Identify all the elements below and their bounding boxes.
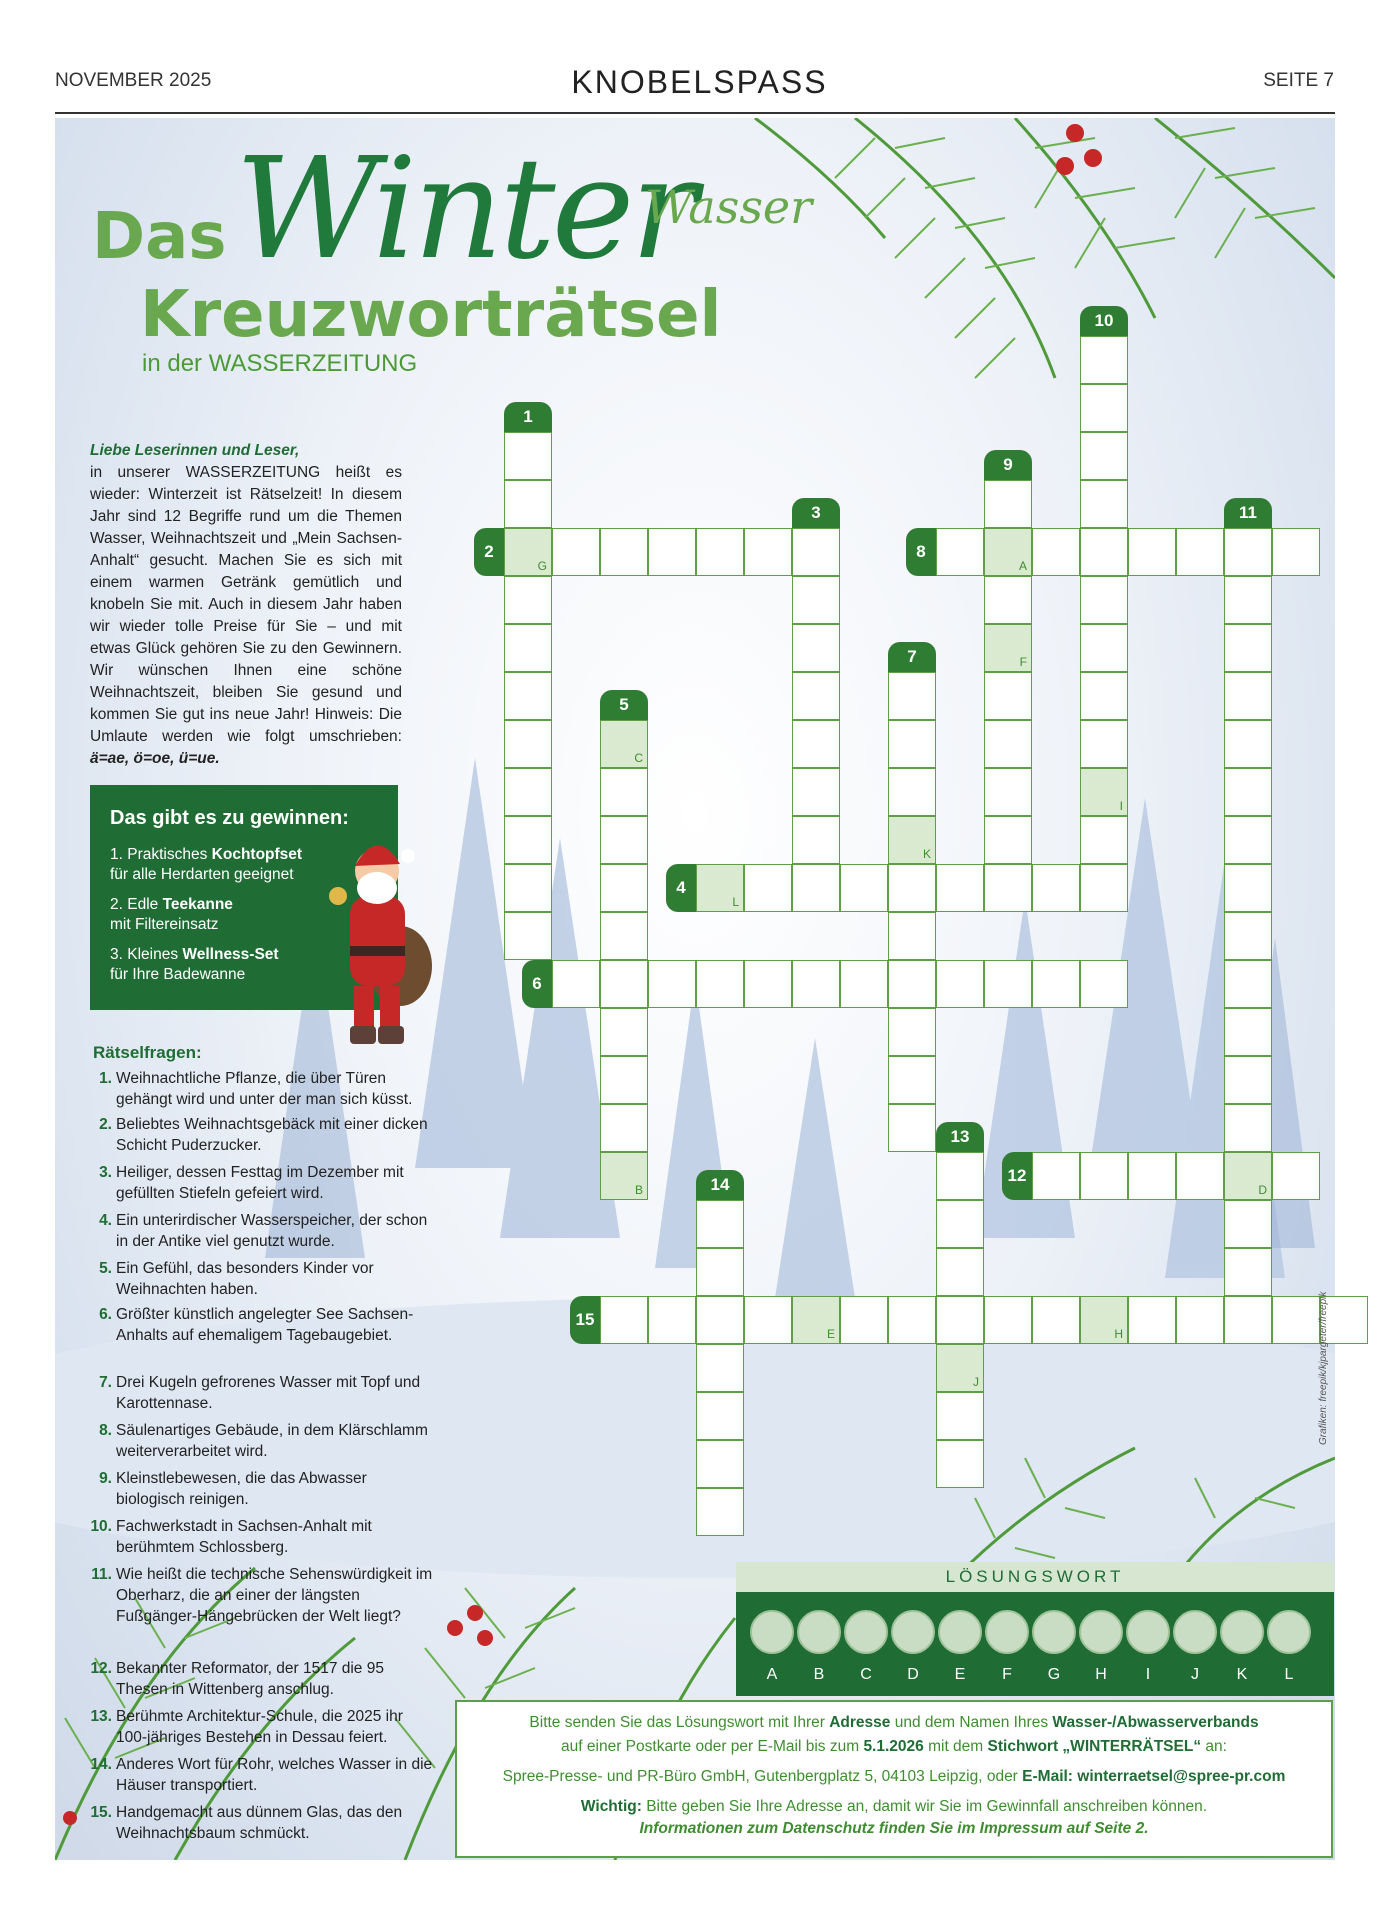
crossword-cell[interactable] [696,1392,744,1440]
crossword-cell[interactable] [888,768,936,816]
questions-heading: Rätselfragen: [93,1043,202,1062]
crossword-cell[interactable] [504,912,552,960]
crossword-cell[interactable] [1224,1296,1272,1344]
solution-circle[interactable] [891,1610,935,1654]
clue-number-tab: 15 [570,1296,600,1344]
crossword-cell[interactable] [936,528,984,576]
solution-circle[interactable] [985,1610,1029,1654]
crossword-cell[interactable] [888,1008,936,1056]
crossword-cell[interactable] [504,432,552,480]
crossword-cell[interactable] [888,1296,936,1344]
crossword-cell[interactable] [1224,624,1272,672]
info-line: auf einer Postkarte oder per E-Mail bis zum 5.1.2026 mit dem Stichwort „WINTERRÄTSEL“ an: [561,1738,1227,1755]
crossword-cell[interactable] [792,624,840,672]
clue-number-tab: 9 [984,450,1032,480]
crossword-cell[interactable] [600,1056,648,1104]
crossword-cell[interactable] [600,816,648,864]
crossword-cell[interactable] [1224,576,1272,624]
solution-letter-marker: J [973,1375,979,1389]
solution-letter: B [813,1666,825,1683]
crossword-cell[interactable] [1224,528,1272,576]
submission-info-box [455,1700,1333,1858]
crossword-cell[interactable] [504,624,552,672]
crossword-cell[interactable] [984,720,1032,768]
clue-number-tab: 11 [1224,498,1272,528]
crossword-cell[interactable] [792,864,840,912]
solution-circle[interactable] [844,1610,888,1654]
solution-letter-marker: A [1018,559,1027,573]
title-winter: Winter [235,128,694,291]
clue-number-tab: 5 [600,690,648,720]
crossword-cell[interactable] [792,576,840,624]
crossword-cell[interactable] [600,1152,648,1200]
crossword-cell[interactable] [600,912,648,960]
clue-number-tab: 12 [1002,1152,1032,1200]
crossword-cell[interactable] [504,720,552,768]
crossword-cell[interactable] [744,864,792,912]
crossword-cell[interactable] [504,576,552,624]
crossword-cell[interactable] [792,816,840,864]
solution-circle[interactable] [1126,1610,1170,1654]
crossword-cell[interactable] [1224,960,1272,1008]
crossword-cell[interactable] [648,1296,696,1344]
prize-item: 1. Praktisches Kochtopfset für alle Herdarten geeignet [110,846,303,883]
solution-letter-marker: B [634,1183,643,1197]
crossword-cell[interactable] [696,960,744,1008]
crossword-cell[interactable] [888,720,936,768]
crossword-cell[interactable] [1080,336,1128,384]
crossword-cell[interactable] [1224,1200,1272,1248]
info-line: Spree-Presse- und PR-Büro GmbH, Gutenbergplatz 5, 04103 Leipzig, oder E-Mail: winterraetsel@spree-pr.com [502,1768,1286,1785]
solution-letter: D [907,1666,919,1683]
page-number: SEITE 7 [1263,70,1334,91]
crossword-cell[interactable] [936,1200,984,1248]
crossword-cell[interactable] [888,912,936,960]
solution-letter-marker: E [826,1327,835,1341]
crossword-cell[interactable] [1224,1248,1272,1296]
crossword-cell[interactable] [888,864,936,912]
crossword-cell[interactable] [504,768,552,816]
crossword-cell[interactable] [1080,432,1128,480]
crossword-cell[interactable] [1224,1056,1272,1104]
crossword-cell[interactable] [1272,1152,1320,1200]
crossword-cell[interactable] [888,1056,936,1104]
crossword-cell[interactable] [1176,1152,1224,1200]
solution-letter: F [1002,1666,1012,1683]
crossword-cell[interactable] [1080,720,1128,768]
solution-letter: L [1284,1666,1294,1683]
title-wasser: Wasser [645,180,813,234]
intro-body: in unserer WASSERZEITUNG heißt es wieder: Winterzeit ist Rätselzeit! In diesem Jahr sind 12 Begriffe rund um die Themen Wasser, Weihnachtszeit und „Mein Sachsen-Anhalt“ gesucht. Machen Sie es sich mit einem warmen Getränk gemütlich und knobeln Sie mit. Auch in diesem Jahr haben wir wieder tolle Preise für Sie – und mit etwas Glück gehören Sie zu den Gewinnern. Wir wünschen Ihnen eine schöne Weihnachtszeit, bleiben Sie gesund und kommen Sie gut ins neue Jahr! Hinweis: Die Umlaute werden wie folgt umschrieben: [90,464,402,745]
crossword-cell[interactable] [888,1104,936,1152]
crossword-cell[interactable] [888,816,936,864]
solution-circle[interactable] [797,1610,841,1654]
crossword-cell[interactable] [936,864,984,912]
solution-letter: H [1095,1666,1107,1683]
title-subline: in der WASSERZEITUNG [142,350,418,377]
title-kreuzwortraetsel: Kreuzworträtsel [140,278,722,352]
prize-heading: Das gibt es zu gewinnen: [110,807,349,829]
solution-letter-marker: K [922,847,931,861]
solution-letter-marker: D [1258,1183,1267,1197]
crossword-cell[interactable] [504,672,552,720]
crossword-cell[interactable] [600,1296,648,1344]
crossword-cell[interactable] [600,720,648,768]
solution-letter-marker: G [537,559,547,573]
crossword-cell[interactable] [504,864,552,912]
crossword-cell[interactable] [984,1296,1032,1344]
crossword-cell[interactable] [984,528,1032,576]
solution-letter: E [954,1666,966,1683]
clue-number-tab: 7 [888,642,936,672]
crossword-cell[interactable] [600,960,648,1008]
crossword-cell[interactable] [984,576,1032,624]
solution-letter: K [1236,1666,1248,1683]
solution-box [736,1592,1334,1696]
clue-number-tab: 14 [696,1170,744,1200]
crossword-cell[interactable] [1032,528,1080,576]
solution-letter-marker: I [1119,799,1123,813]
crossword-cell[interactable] [1272,528,1320,576]
crossword-cell[interactable] [792,960,840,1008]
crossword-cell[interactable] [600,1104,648,1152]
title-das: Das [92,200,227,274]
crossword-cell[interactable] [1080,384,1128,432]
crossword-cell[interactable] [1224,1152,1272,1200]
crossword-cell[interactable] [600,528,648,576]
solution-letter: C [860,1666,872,1683]
intro-umlaut-hint: ä=ae, ö=oe, ü=ue. [90,750,220,767]
solution-letter-marker: C [634,751,643,765]
crossword-cell[interactable] [1080,480,1128,528]
crossword-cell[interactable] [648,960,696,1008]
crossword-cell[interactable] [1224,672,1272,720]
crossword-cell[interactable] [696,528,744,576]
clue-number-tab: 4 [666,864,696,912]
crossword-cell[interactable] [696,1248,744,1296]
solution-letter: G [1047,1666,1061,1683]
crossword-cell[interactable] [504,528,552,576]
crossword-cell[interactable] [984,864,1032,912]
crossword-cell[interactable] [696,1296,744,1344]
crossword-cell[interactable] [1224,1104,1272,1152]
solution-letter: A [766,1666,778,1683]
solution-heading: LÖSUNGSWORT [736,1562,1334,1592]
crossword-cell[interactable] [1224,1008,1272,1056]
crossword-cell[interactable] [1224,720,1272,768]
crossword-cell[interactable] [984,672,1032,720]
crossword-cell[interactable] [1080,576,1128,624]
crossword-cell[interactable] [1032,960,1080,1008]
crossword-cell[interactable] [1176,1296,1224,1344]
crossword-cell[interactable] [1128,1152,1176,1200]
crossword-cell[interactable] [1272,1296,1320,1344]
crossword-cell[interactable] [600,768,648,816]
solution-circle[interactable] [1079,1610,1123,1654]
clue-number-tab: 13 [936,1122,984,1152]
crossword-cell[interactable] [936,960,984,1008]
clue-number-tab: 6 [522,960,552,1008]
clue-number-tab: 10 [1080,306,1128,336]
image-credit: Grafiken: freepik/kjpargeter/freepik [1318,1291,1329,1445]
email-link[interactable]: E-Mail: winterraetsel@spree-pr.com [1022,1768,1286,1785]
prize-item: 2. Edle Teekanne mit Filtereinsatz [110,896,233,933]
crossword-cell[interactable] [840,864,888,912]
crossword-cell[interactable] [1224,768,1272,816]
solution-circle[interactable] [1173,1610,1217,1654]
crossword-cell[interactable] [792,672,840,720]
clue-number-tab: 3 [792,498,840,528]
santa-claus-illustration [320,826,440,1056]
crossword-cell[interactable] [984,960,1032,1008]
crossword-cell[interactable] [888,672,936,720]
crossword-cell[interactable] [744,1296,792,1344]
crossword-cell[interactable] [936,1152,984,1200]
solution-letter-marker: H [1114,1327,1123,1341]
info-line: Wichtig: Bitte geben Sie Ihre Adresse an, damit wir Sie im Gewinnfall anschreiben können. [580,1798,1208,1815]
solution-circle[interactable] [938,1610,982,1654]
crossword-cell[interactable] [1128,528,1176,576]
crossword-cell[interactable] [840,1296,888,1344]
crossword-cell[interactable] [552,528,600,576]
solution-circle[interactable] [750,1610,794,1654]
crossword-cell[interactable] [552,960,600,1008]
info-privacy-line: Informationen zum Datenschutz finden Sie im Impressum auf Seite 2. [639,1820,1149,1837]
crossword-cell[interactable] [696,1488,744,1536]
crossword-cell[interactable] [1080,864,1128,912]
crossword-cell[interactable] [1080,1296,1128,1344]
crossword-cell[interactable] [888,960,936,1008]
crossword-cell[interactable] [984,816,1032,864]
crossword-cell[interactable] [984,480,1032,528]
crossword-cell[interactable] [1176,528,1224,576]
crossword-cell[interactable] [600,864,648,912]
crossword-cell[interactable] [984,768,1032,816]
header-divider [55,112,1335,114]
crossword-cell[interactable] [792,1296,840,1344]
crossword-cell[interactable] [936,1440,984,1488]
intro-greeting: Liebe Leserinnen und Leser, [90,442,300,459]
crossword-cell[interactable] [696,1344,744,1392]
solution-letter-marker: F [1019,655,1027,669]
crossword-cell[interactable] [1032,1152,1080,1200]
crossword-cell[interactable] [504,480,552,528]
crossword-cell[interactable] [1080,624,1128,672]
crossword-cell[interactable] [936,1248,984,1296]
crossword-cell[interactable] [1224,816,1272,864]
crossword-cell[interactable] [1224,864,1272,912]
intro-text [90,440,402,770]
crossword-cell[interactable] [696,1440,744,1488]
crossword-cell[interactable] [936,1344,984,1392]
crossword-cell[interactable] [744,528,792,576]
crossword-cell[interactable] [1224,912,1272,960]
prize-item: 3. Kleines Wellness-Set für Ihre Badewanne [110,946,279,983]
crossword-cell[interactable] [1080,816,1128,864]
crossword-cell[interactable] [648,528,696,576]
crossword-cell[interactable] [744,960,792,1008]
clue-number-tab: 8 [906,528,936,576]
crossword-cell[interactable] [792,528,840,576]
crossword-cell[interactable] [840,960,888,1008]
info-line: Bitte senden Sie das Lösungswort mit Ihrer Adresse und dem Namen Ihres Wasser-/Abwasserverbands [529,1714,1259,1731]
solution-letter: J [1191,1666,1199,1683]
clue-number-tab: 2 [474,528,504,576]
issue-date: NOVEMBER 2025 [55,70,212,91]
solution-circle[interactable] [1032,1610,1076,1654]
crossword-cell[interactable] [936,1392,984,1440]
crossword-cell[interactable] [1080,672,1128,720]
clue-number-tab: 1 [504,402,552,432]
crossword-cell[interactable] [1080,768,1128,816]
crossword-cell[interactable] [504,816,552,864]
crossword-cell[interactable] [696,864,744,912]
crossword-cell[interactable] [984,624,1032,672]
crossword-cell[interactable] [792,768,840,816]
crossword-cell[interactable] [792,720,840,768]
crossword-cell[interactable] [1032,1296,1080,1344]
crossword-cell[interactable] [1080,960,1128,1008]
solution-letter-marker: L [732,895,739,909]
crossword-cell[interactable] [1128,1296,1176,1344]
solution-circle[interactable] [1220,1610,1264,1654]
solution-letter: I [1145,1666,1151,1683]
solution-circle[interactable] [1267,1610,1311,1654]
crossword-cell[interactable] [936,1296,984,1344]
section-title: KNOBELSPASS [571,64,828,100]
crossword-cell[interactable] [1080,1152,1128,1200]
crossword-cell[interactable] [696,1200,744,1248]
crossword-cell[interactable] [600,1008,648,1056]
crossword-cell[interactable] [1032,864,1080,912]
crossword-cell[interactable] [1080,528,1128,576]
